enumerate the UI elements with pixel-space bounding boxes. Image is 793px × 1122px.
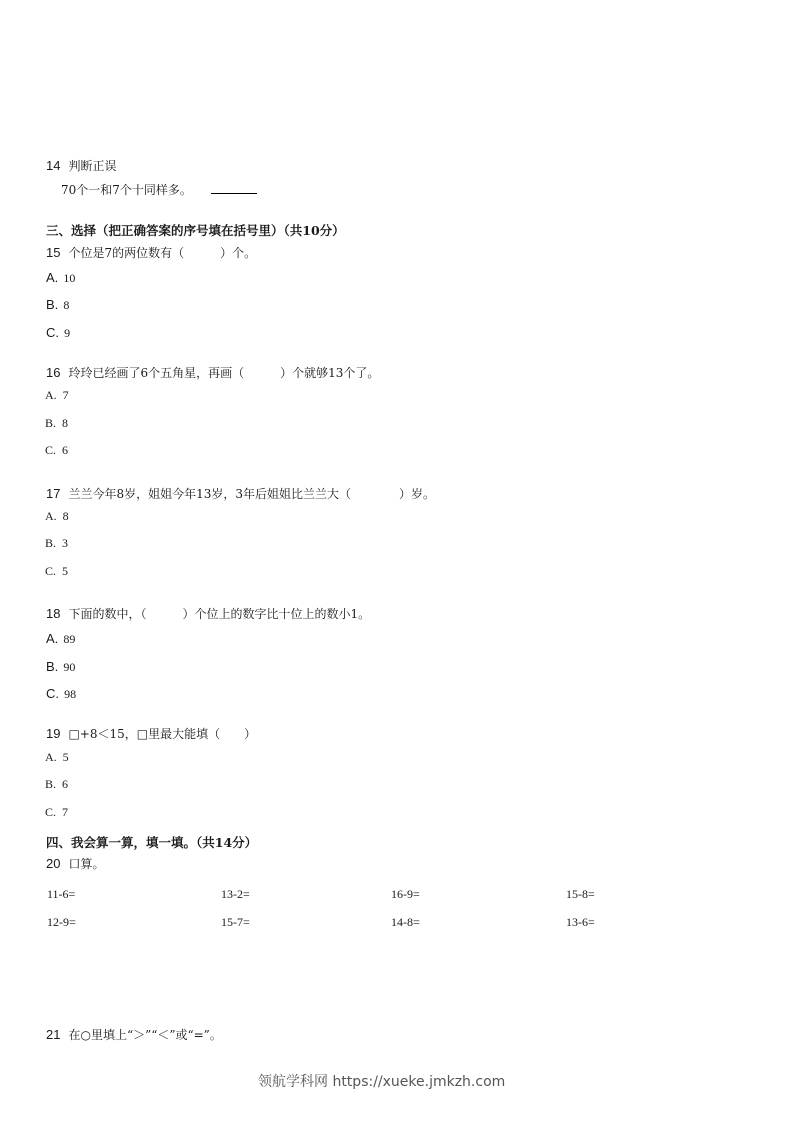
calc-item[interactable]: 11-6= bbox=[47, 887, 76, 901]
option-b[interactable]: B. 8 bbox=[46, 297, 70, 312]
question-text: 下面的数中，（ ）个位上的数字比十位上的数小1。 bbox=[68, 607, 371, 621]
option-a[interactable]: A. 89 bbox=[46, 631, 76, 646]
section-4-heading: 四、我会算一算，填一填。（共14分） bbox=[46, 835, 258, 850]
calc-item[interactable]: 13-2= bbox=[221, 887, 250, 901]
question-number: 18 bbox=[46, 606, 61, 621]
calc-item[interactable]: 15-8= bbox=[566, 887, 595, 901]
question-17 bbox=[46, 483, 435, 502]
option-b[interactable]: B. 90 bbox=[46, 659, 76, 674]
question-title: 口算。 bbox=[68, 857, 105, 871]
option-a[interactable]: A. 8 bbox=[45, 509, 69, 523]
calc-item[interactable]: 14-8= bbox=[391, 915, 420, 929]
option-c[interactable]: C. 5 bbox=[45, 564, 69, 578]
statement-text: 70个一和7个十同样多。 bbox=[61, 183, 192, 197]
calc-item[interactable]: 15-7= bbox=[221, 915, 250, 929]
question-title: 判断正误 bbox=[68, 159, 117, 173]
section-3-heading: 三、选择（把正确答案的序号填在括号里）（共10分） bbox=[46, 223, 345, 238]
option-a[interactable]: A. 5 bbox=[45, 750, 69, 764]
option-c[interactable]: C. 98 bbox=[46, 686, 77, 701]
question-number: 17 bbox=[46, 486, 61, 501]
question-text: 兰兰今年8岁，姐姐今年13岁，3年后姐姐比兰兰大（ ）岁。 bbox=[68, 487, 436, 501]
calc-item[interactable]: 13-6= bbox=[566, 915, 595, 929]
question-14-statement bbox=[61, 179, 257, 198]
question-text: 玲玲已经画了6个五角星，再画（ ）个就够13个了。 bbox=[68, 366, 380, 380]
question-text: □+8＜15，□里最大能填（ ） bbox=[68, 727, 257, 741]
option-c[interactable]: C. 9 bbox=[46, 325, 71, 340]
option-b[interactable]: B. 3 bbox=[45, 536, 69, 550]
question-text: 在○里填上“＞”“＜”或“=”。 bbox=[68, 1028, 222, 1042]
question-14-header bbox=[46, 155, 116, 174]
question-20-header bbox=[46, 853, 104, 872]
question-19 bbox=[46, 723, 256, 742]
question-number: 15 bbox=[46, 245, 61, 260]
question-16 bbox=[46, 362, 379, 381]
option-a[interactable]: A. 7 bbox=[45, 388, 69, 402]
question-number: 19 bbox=[46, 726, 61, 741]
calc-item[interactable]: 16-9= bbox=[391, 887, 420, 901]
question-number: 20 bbox=[46, 856, 61, 871]
calc-item[interactable]: 12-9= bbox=[47, 915, 76, 929]
option-b[interactable]: B. 6 bbox=[45, 777, 69, 791]
question-number: 21 bbox=[46, 1027, 61, 1042]
question-text: 个位是7的两位数有（ ）个。 bbox=[68, 246, 257, 260]
option-a[interactable]: A. 10 bbox=[46, 270, 76, 285]
question-18 bbox=[46, 603, 370, 622]
option-c[interactable]: C. 7 bbox=[45, 805, 69, 819]
option-b[interactable]: B. 8 bbox=[45, 416, 69, 430]
option-c[interactable]: C. 6 bbox=[45, 443, 69, 457]
question-21 bbox=[46, 1024, 222, 1043]
answer-blank[interactable] bbox=[211, 183, 257, 194]
question-15 bbox=[46, 242, 256, 261]
footer-watermark: 领航学科网 https://xueke.jmkzh.com bbox=[258, 1074, 506, 1090]
question-number: 16 bbox=[46, 365, 61, 380]
question-number: 14 bbox=[46, 158, 61, 173]
